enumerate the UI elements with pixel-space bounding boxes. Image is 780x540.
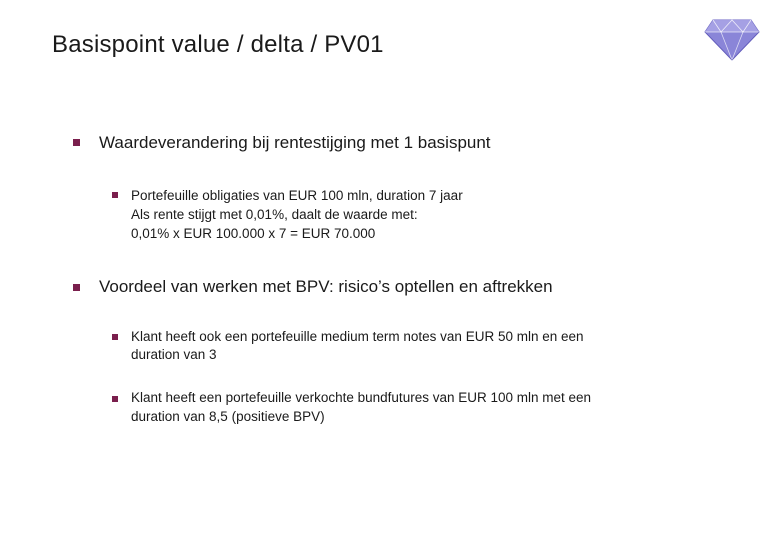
- sub-bullet-marker: [112, 334, 118, 340]
- sub-bullet-line: 0,01% x EUR 100.000 x 7 = EUR 70.000: [131, 226, 376, 241]
- sub-bullet-line: duration van 3: [131, 347, 217, 362]
- sub-bullet-marker: [112, 396, 118, 402]
- sub-bullet-line: duration van 8,5 (positieve BPV): [131, 409, 325, 424]
- sub-bullet-line: Klant heeft ook een portefeuille medium term notes van EUR 50 mln en een: [131, 329, 584, 344]
- slide-title: Basispoint value / delta / PV01: [52, 31, 384, 58]
- sub-bullet-line: Klant heeft een portefeuille verkochte bundfutures van EUR 100 mln met een: [131, 390, 592, 405]
- bullet-marker: [73, 284, 80, 291]
- sub-bullet-line: Als rente stijgt met 0,01%, daalt de waarde met:: [131, 207, 418, 222]
- sub-bullet-line: Portefeuille obligaties van EUR 100 mln, duration 7 jaar: [131, 188, 463, 203]
- sub-bullet-marker: [112, 192, 118, 198]
- bullet-marker: [73, 139, 80, 146]
- bullet-text: Voordeel van werken met BPV: risico’s optellen en aftrekken: [99, 277, 553, 296]
- diamond-icon: [703, 16, 761, 62]
- bullet-text: Waardeverandering bij rentestijging met 1 basispunt: [99, 133, 491, 152]
